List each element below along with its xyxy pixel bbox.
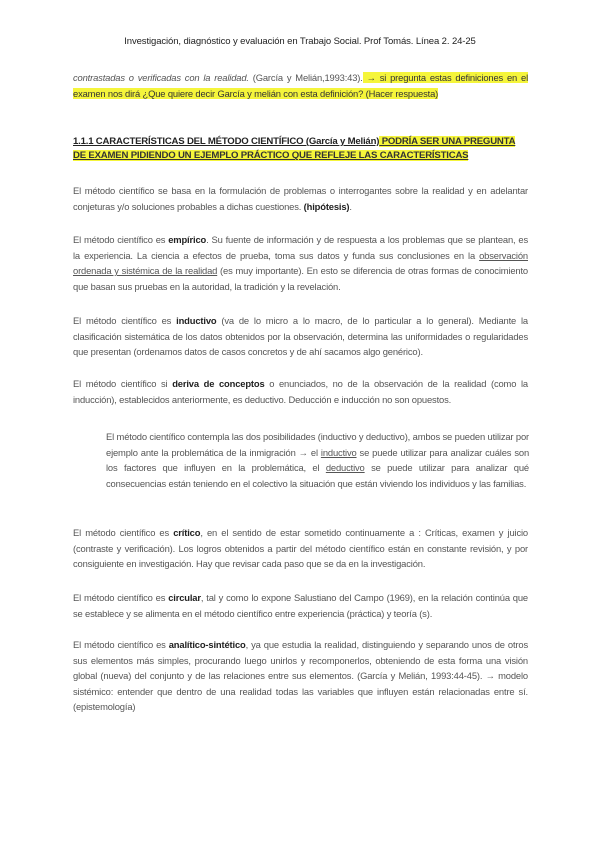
p5-b: se puede utilizar para analizar cuáles son los factores que influyen en la problemática, el [106,446,530,474]
p2-c: (es muy importante). En esto se diferencia de otras formas de conocimiento que basan sus pruebas en la autoridad, la tradición y la revelación. [73,265,528,292]
paragraph-critico [73,525,528,572]
p6-bold: crítico [173,527,201,538]
p2-underline: observación ordenada y sistémica de la realidad [73,249,528,277]
paragraph-example-indented [106,429,529,491]
paragraph-hypothesis [73,183,528,214]
paragraph-analitico-sintetico [73,637,528,715]
p3-b: (va de lo micro a lo macro, de lo particular a lo general). Mediante la clasificación sistemática de los datos obtenidos por la observación, determina las uniformidades o regularidades que presentan (ordenamos datos de casos concretos y de ahí sacamos algo genérico). [73,315,528,358]
p2-b: . Su fuente de información y de respuesta a los problemas que se plantean, es la experiencia. La ciencia a efectos de prueba, toma sus datos y funda sus conclusiones en la [73,234,528,261]
heading-exam-note: PODRÍA SER UNA PREGUNTA DE EXAMEN PIDIENDO UN EJEMPLO PRÁCTICO QUE REFLEJE LAS CARACTERÍSTICAS [73,136,516,161]
paragraph-inductivo [73,313,528,360]
p3-a: El método científico es [73,315,177,326]
p7-b: , tal y como lo expone Salustiano del Campo (1969), en la relación continúa que se establece y se alimenta en el método científico entre experiencia (práctica) y teoría (s). [73,592,528,619]
p2-a: El método científico es [73,234,169,245]
paragraph-empirico [73,232,528,294]
paragraph-circular [73,590,528,621]
p1-bold: (hipótesis) [303,200,350,212]
p8-a: El método científico es [73,639,169,650]
p3-bold: inductivo [176,315,217,326]
p4-b: o enunciados, no de la observación de la realidad (como la inducción), establecidos anteriormente, es deductivo. Deducción e inducción no son opuestos. [73,378,528,405]
p6-b: , en el sentido de estar sometido continuamente a : Críticas, examen y juicio (contraste y verificación). Los logros obtenidos a partir del método científico están en constante revisión, y por consiguiente en investigación. Hay que revisar cada paso que se da en la investigación. [73,527,528,570]
heading-title: 1.1.1 CARACTERÍSTICAS DEL MÉTODO CIENTÍFICO (García y Melián) [73,136,380,147]
p2-bold: empírico [168,234,207,245]
p5-u1: inductivo [320,446,357,458]
paragraph-deductivo [73,376,528,407]
intro-paragraph [73,70,528,101]
p7-a: El método científico es [73,592,169,603]
p4-bold: deriva de conceptos [172,378,265,389]
p1-text: El método científico se basa en la formulación de problemas o interrogantes sobre la realidad y en adelantar conjeturas y/o soluciones probables a dichas cuestiones. [73,185,528,212]
p8-bold: analítico-sintético [168,639,246,650]
section-heading [73,135,528,163]
intro-highlight: → si pregunta estas definiciones en el examen nos dirá ¿Que quiere decir García y melián con esta definición? (Hacer respuesta) [73,72,529,99]
p4-a: El método científico si [73,378,173,389]
page-header: Investigación, diagnóstico y evaluación en Trabajo Social. Prof Tomás. Línea 2. 24-25 [124,36,476,47]
intro-citation: (García y Melián,1993:43). [248,72,363,83]
p6-a: El método científico es [73,527,174,538]
p8-b: , ya que estudia la realidad, distinguiendo y separando unos de otros sus elementos más simples, procurando luego unirlos y recomponerlos, obteniendo de esta forma una visión global (nueva) del conjunto y de las relaciones entre sus elementos. (García y Melián, 1993:44-45). → modelo sistémico: entender que dentro de una realidad todas las variables que influyen están relacionadas entre sí. (epistemología) [73,639,528,713]
intro-italic: contrastadas o verificadas con la realidad. [73,72,249,83]
p1-end: . [349,200,352,212]
p5-c: se puede utilizar para analizar qué consecuencias están teniendo en el colectivo la situación que están viviendo los individuos y las familias. [106,462,529,489]
p5-u2: deductivo [325,462,365,474]
p5-a: El método científico contempla las dos posibilidades (inductivo y deductivo), ambos se pueden utilizar por ejemplo ante la problemática de la inmigración → el [106,431,529,458]
p7-bold: circular [168,592,201,603]
